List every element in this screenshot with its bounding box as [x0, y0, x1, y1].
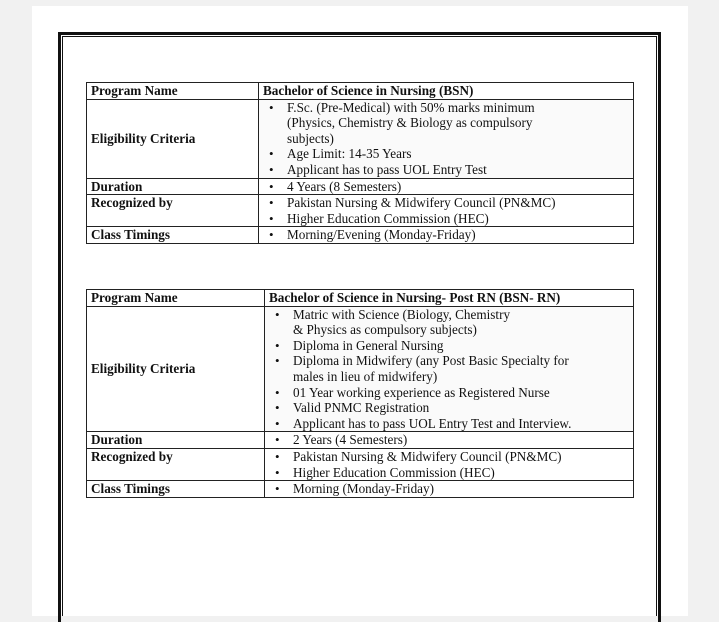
list-item: • 2 Years (4 Semesters) — [293, 432, 629, 448]
list-item: • Valid PNMC Registration — [293, 400, 629, 416]
eligibility-cell — [259, 99, 634, 178]
duration-label: Duration — [87, 178, 259, 195]
table-row — [87, 178, 634, 195]
table-row — [87, 195, 634, 227]
program-table-bsn-rn — [86, 289, 634, 498]
table-row — [87, 432, 634, 449]
list-item: • Pakistan Nursing & Midwifery Council (PN&MC) — [293, 449, 629, 465]
eligibility-list — [269, 307, 629, 432]
table-row — [87, 448, 634, 480]
list-item: • Diploma in Midwifery (any Post Basic Specialty for males in lieu of midwifery) — [293, 353, 583, 384]
duration-cell — [265, 432, 634, 449]
list-item: • Pakistan Nursing & Midwifery Council (PN&MC) — [287, 195, 629, 211]
timings-cell — [265, 481, 634, 498]
duration-label: Duration — [87, 432, 265, 449]
eligibility-list — [263, 100, 629, 178]
list-item: • F.Sc. (Pre-Medical) with 50% marks minimum (Physics, Chemistry & Biology as compulsory subjects) — [287, 100, 557, 147]
program-name-value: Bachelor of Science in Nursing (BSN) — [259, 83, 634, 100]
duration-cell — [259, 178, 634, 195]
program-name-value: Bachelor of Science in Nursing- Post RN (BSN- RN) — [265, 290, 634, 307]
recognized-label: Recognized by — [87, 448, 265, 480]
table-row — [87, 481, 634, 498]
timings-cell — [259, 227, 634, 244]
table-row — [87, 290, 634, 307]
list-item: • Higher Education Commission (HEC) — [293, 465, 629, 481]
list-item: • 4 Years (8 Semesters) — [287, 179, 629, 195]
recognized-cell — [265, 448, 634, 480]
eligibility-cell — [265, 306, 634, 432]
list-item: • Matric with Science (Biology, Chemistry & Physics as compulsory subjects) — [293, 307, 523, 338]
list-item: • Age Limit: 14-35 Years — [287, 146, 629, 162]
eligibility-label: Eligibility Criteria — [87, 306, 265, 432]
list-item: • 01 Year working experience as Registered Nurse — [293, 385, 629, 401]
timings-label: Class Timings — [87, 481, 265, 498]
recognized-label: Recognized by — [87, 195, 259, 227]
list-item: • Applicant has to pass UOL Entry Test — [287, 162, 629, 178]
table-row — [87, 227, 634, 244]
list-item: • Higher Education Commission (HEC) — [287, 211, 629, 227]
table-row — [87, 99, 634, 178]
table-row — [87, 83, 634, 100]
eligibility-label: Eligibility Criteria — [87, 99, 259, 178]
list-item: • Morning (Monday-Friday) — [293, 481, 629, 497]
table-row — [87, 306, 634, 432]
recognized-cell — [259, 195, 634, 227]
program-name-label: Program Name — [87, 83, 259, 100]
timings-label: Class Timings — [87, 227, 259, 244]
program-name-label: Program Name — [87, 290, 265, 307]
list-item: • Diploma in General Nursing — [293, 338, 629, 354]
list-item: • Morning/Evening (Monday-Friday) — [287, 227, 629, 243]
program-table-bsn — [86, 82, 634, 244]
list-item: • Applicant has to pass UOL Entry Test and Interview. — [293, 416, 629, 432]
